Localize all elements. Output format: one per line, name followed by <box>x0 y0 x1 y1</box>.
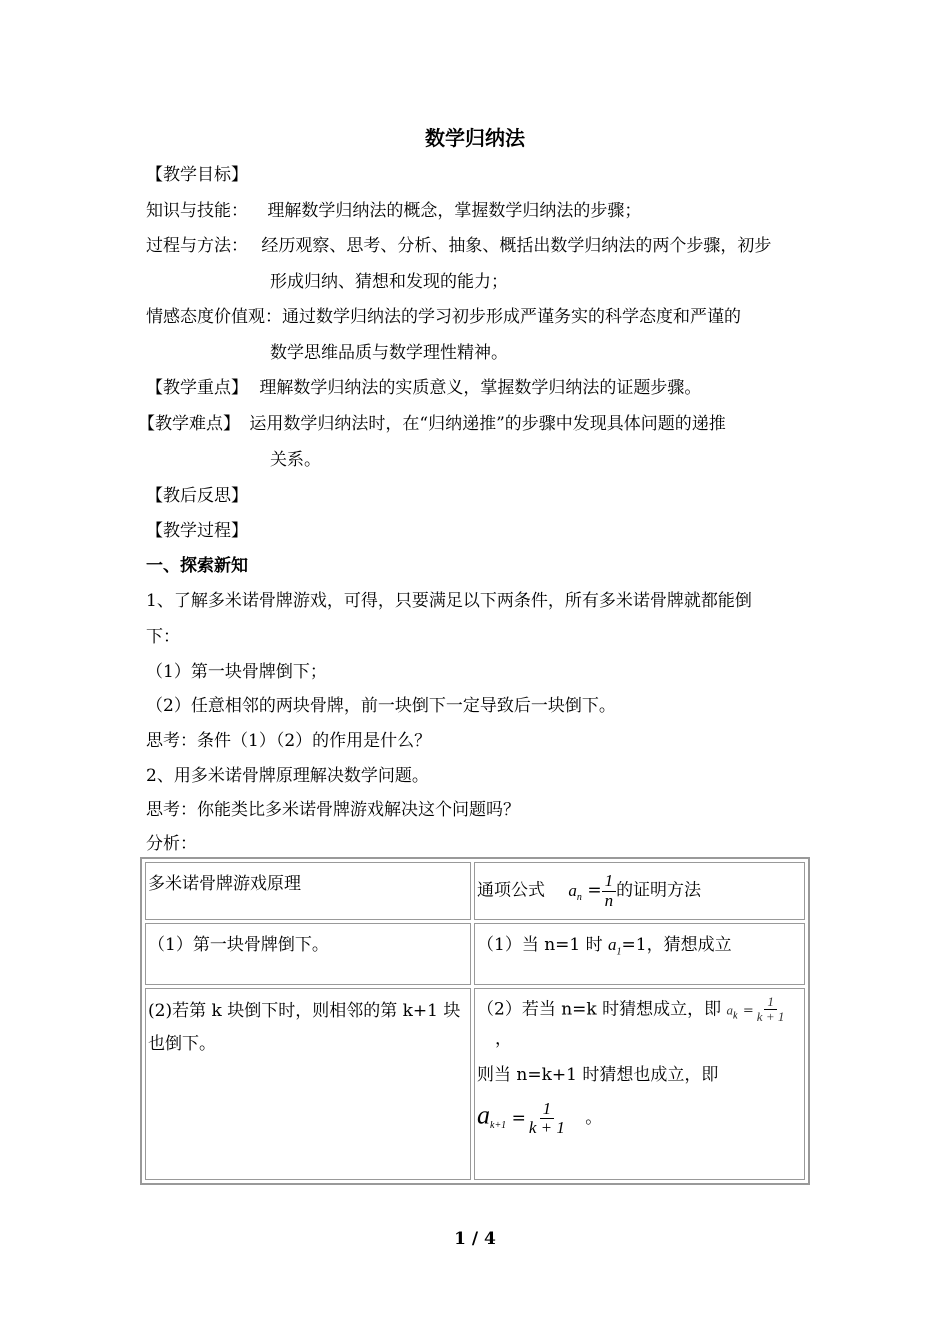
condition-2: （2）任意相邻的两块骨牌，前一块倒下一定导致后一块倒下。 <box>146 696 616 716</box>
key-text: 理解数学归纳法的实质意义，掌握数学归纳法的证题步骤。 <box>259 378 702 398</box>
emotion-text-cont: 数学思维品质与数学理性精神。 <box>270 343 508 363</box>
header-domino: 多米诺骨牌游戏原理 <box>148 874 301 894</box>
fraction-num: 1 <box>764 995 777 1010</box>
math-a: a <box>726 1002 734 1018</box>
math-eq: = <box>587 880 602 901</box>
page-number: 1 / 4 <box>454 1229 496 1249</box>
header-formula-pre: 通项公式 <box>477 880 545 901</box>
table-cell <box>474 862 805 920</box>
math-eq1: =1 <box>621 935 647 955</box>
fraction-den: n <box>604 890 614 910</box>
difficulty-text-cont: 关系。 <box>270 450 321 470</box>
table-row <box>145 862 805 920</box>
table-cell <box>474 988 805 1180</box>
table-cell <box>145 862 471 920</box>
knowledge-text: 理解数学归纳法的概念，掌握数学归纳法的步骤； <box>267 201 642 221</box>
process-header: 【教学过程】 <box>146 521 248 541</box>
paragraph-1: 1、了解多米诺骨牌游戏，可得，只要满足以下两条件，所有多米诺骨牌就都能倒 <box>146 591 752 611</box>
emotion-label: 情感态度价值观： <box>146 307 282 327</box>
domino-step-1: （1）第一块骨牌倒下。 <box>148 935 329 955</box>
difficulty-text: 运用数学归纳法时，在“归纳递推”的步骤中发现具体问题的递推 <box>249 414 726 434</box>
table-cell <box>474 923 805 985</box>
math-a: a <box>568 880 577 900</box>
math-sub-n: n <box>576 891 582 903</box>
difficulty-label: 【教学难点】 <box>138 414 240 434</box>
proof-step-2-end: 。 <box>585 1108 603 1129</box>
emotion-line <box>146 302 741 327</box>
table-row <box>145 923 805 985</box>
math-a: a <box>477 1100 490 1130</box>
knowledge-label: 知识与技能： <box>146 201 248 221</box>
process-text: 经历观察、思考、分析、抽象、概括出数学归纳法的两个步骤，初步 <box>261 236 772 256</box>
key-label: 【教学重点】 <box>146 378 248 398</box>
fraction-1-over-k1-large <box>526 1100 568 1138</box>
math-sub-1: 1 <box>616 946 622 958</box>
proof-step-1-post: ，猜想成立 <box>646 935 732 955</box>
fraction-den: k + 1 <box>528 1118 565 1138</box>
math-eq: = <box>511 1108 526 1129</box>
emotion-text: 通过数学归纳法的学习初步形成严谨务实的科学态度和严谨的 <box>282 307 741 327</box>
domino-step-2: (2)若第 k 块倒下时，则相邻的第 k+1 块也倒下。 <box>148 1001 461 1054</box>
section1-title: 一、探索新知 <box>146 556 248 576</box>
table-row <box>145 988 805 1180</box>
fraction-den: k + 1 <box>756 1009 785 1025</box>
table-cell <box>145 988 471 1180</box>
header-formula-post: 的证明方法 <box>616 880 702 901</box>
proof-step-2-line1 <box>477 995 802 1050</box>
paragraph-1-cont: 下： <box>146 627 180 647</box>
fraction-1-over-n <box>602 872 617 910</box>
proof-step-1-pre: （1）当 n=1 时 <box>477 935 603 955</box>
reflection-header: 【教后反思】 <box>146 486 248 506</box>
think-question-2: 思考：你能类比多米诺骨牌游戏解决这个问题吗？ <box>146 800 520 820</box>
knowledge-line <box>146 196 641 221</box>
analysis-table <box>140 857 810 1185</box>
fraction-num: 1 <box>540 1100 555 1120</box>
table-cell <box>145 923 471 985</box>
fraction-1-over-k1 <box>754 995 788 1025</box>
paragraph-2: 2、用多米诺骨牌原理解决数学问题。 <box>146 766 429 786</box>
fraction-num: 1 <box>602 872 617 892</box>
math-sub-k: k <box>733 1010 738 1022</box>
process-text-cont: 形成归纳、猜想和发现的能力； <box>270 272 508 292</box>
math-comma: ， <box>495 1028 512 1049</box>
difficulty-line <box>138 409 726 434</box>
think-question-1: 思考：条件（1）（2）的作用是什么？ <box>146 731 432 751</box>
proof-step-2-line2: 则当 n=k+1 时猜想也成立，即 <box>477 1064 719 1085</box>
objectives-header: 【教学目标】 <box>146 165 248 185</box>
proof-step-2-text: （2）若当 n=k 时猜想成立，即 <box>477 999 722 1020</box>
page-title: 数学归纳法 <box>425 126 525 150</box>
math-a: a <box>608 935 617 954</box>
analysis-label: 分析： <box>146 834 197 854</box>
condition-1: （1）第一块骨牌倒下； <box>146 662 327 682</box>
process-line <box>146 231 771 256</box>
math-sub-k1: k+1 <box>490 1119 507 1131</box>
proof-step-2-line3 <box>477 1100 802 1138</box>
math-eq: = <box>742 1003 754 1019</box>
process-label: 过程与方法： <box>146 236 248 256</box>
key-line <box>146 373 701 398</box>
